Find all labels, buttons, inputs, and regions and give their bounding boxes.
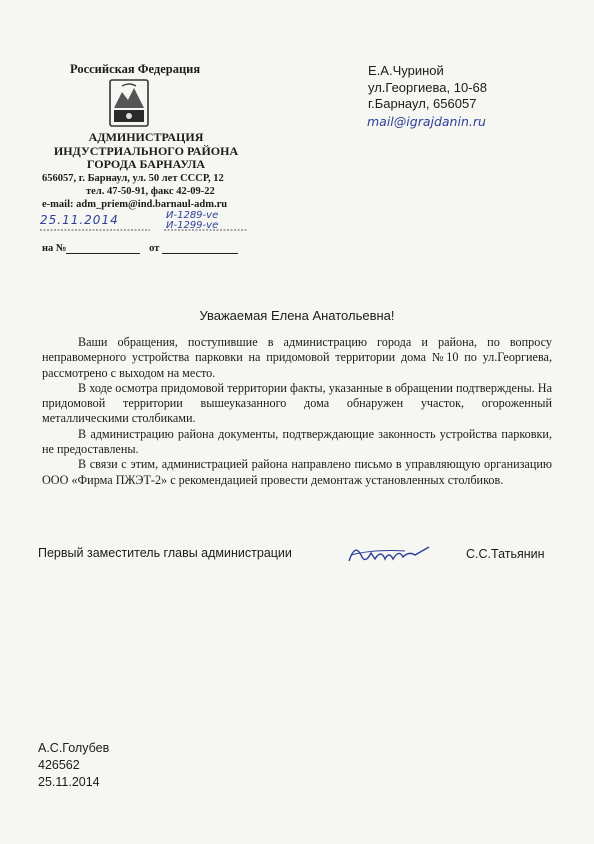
registration-number: И-1299-ve — [166, 220, 219, 231]
registration-number: И-1289-ve — [166, 210, 219, 221]
recipient-line: ул.Георгиева, 10-68 — [368, 79, 487, 95]
handwritten-signature — [345, 535, 435, 571]
paragraph: В связи с этим, администрацией района направлено письмо в управляющую организацию ООО «Фирма ПЖЭТ-2» с рекомендацией провести демонтаж установленных столбиков. — [42, 457, 552, 487]
signatory-position: Первый заместитель главы администрации — [38, 546, 292, 560]
signatory-name: С.С.Татьянин — [466, 547, 545, 561]
admin-line: ГОРОДА БАРНАУЛА — [86, 157, 206, 171]
reference-line — [42, 243, 238, 254]
executor-name: А.С.Голубев — [38, 741, 110, 755]
paragraph: В администрацию района документы, подтверждающие законность устройства парковки, не предоставлены. — [42, 426, 552, 457]
letter-body — [42, 335, 552, 488]
admin-line: ИНДУСТРИАЛЬНОГО РАЙОНА — [53, 143, 239, 158]
administration-title — [38, 131, 254, 172]
phone-line: тел. 47-50-91, факс 42-09-22 — [86, 186, 215, 197]
sender-address — [42, 172, 227, 211]
paragraph: В ходе осмотра придомовой территории факты, указанные в обращении подтверждены. На придомовой территории вышеуказанного дома обнаружен участок, огороженный металлическими столбиками. — [42, 380, 552, 426]
registration-date: 25.11.2014 — [40, 213, 119, 227]
greeting: Уважаемая Елена Анатольевна! — [199, 308, 395, 323]
executor-phone: 426562 — [38, 758, 80, 772]
email-line: e-mail: adm_priem@ind.barnaul-adm.ru — [42, 199, 228, 210]
recipient-email: mail@igrajdanin.ru — [367, 114, 486, 129]
executor-info — [38, 740, 109, 791]
city-emblem-icon — [100, 78, 158, 130]
ref-date-label: от — [149, 243, 160, 254]
registration-underline — [40, 228, 250, 234]
recipient-line: г.Барнаул, 656057 — [368, 96, 477, 111]
address-line: 656057, г. Барнаул, ул. 50 лет СССР, 12 — [42, 173, 224, 184]
ref-number-label: на № — [42, 243, 67, 254]
recipient-line: Е.А.Чуриной — [368, 63, 444, 78]
executor-date: 25.11.2014 — [38, 775, 100, 789]
recipient-block — [368, 63, 487, 113]
paragraph: Ваши обращения, поступившие в администрацию города и района, по вопросу неправомерного устройства парковки на придомовой территории дома №10 по ул.Георгиева, рассмотрено с выходом на место. — [42, 335, 552, 380]
country-name: Российская Федерация — [70, 62, 201, 76]
admin-line: АДМИНИСТРАЦИЯ — [88, 130, 204, 144]
